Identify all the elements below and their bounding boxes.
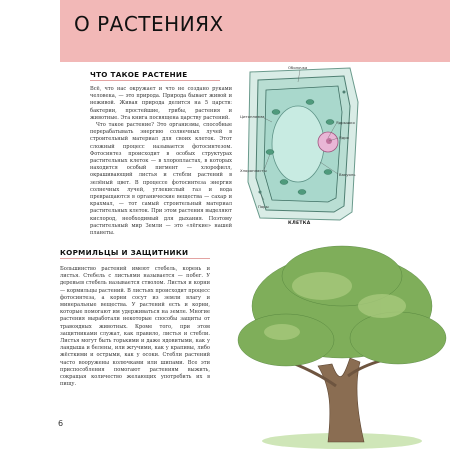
chloroplast-icon [298, 190, 306, 195]
section-title-feeders-defenders: КОРМИЛЬЦЫ И ЗАЩИТНИКИ [60, 248, 189, 257]
section1-paragraph-1: Всё, что нас окружает и что не создано руками человека, — это природа. Природа бывает живой и неживой. Живая природа делится на 5 царств: бактерии, простейшие, грибы, растения и животные. Эта книга посвящена царству растений. [90, 86, 232, 121]
chloroplast-icon [272, 110, 280, 115]
label-vacuole: Вакуоль [339, 172, 356, 177]
chloroplast-icon [280, 180, 288, 185]
label-cytoplasm: Цитоплазма [240, 114, 265, 119]
section1-paragraph-2: Что такое растение? Это организмы, способные перерабатывать энергию солнечных лучей в строительный материал для своих клеток. Этот сложный процесс называется фотосинтезом. Фотосинтез происходит в особых структурах растительных клеток — в хлоропластах, в которых находится особый пигмент — хлорофилл, окрашивающий листья и стебли растений в зелёный цвет. В процессе фотосинтеза энергия солнечных лучей, углекислый газ и вода превращаются в органические вещества — сахар и крахмал, — тот самый строительный материал растительных клеток. При этом растения выделяют кислород, необходимый для дыхания. Поэтому растительный мир Земли — это «лёгкие» нашей планеты. [90, 122, 232, 237]
label-nucleus: Ядро [339, 135, 349, 140]
chloroplast-icon [324, 170, 332, 175]
chloroplast-icon [306, 100, 314, 105]
cell-caption: КЛЕТКА [288, 221, 311, 226]
tree-canopy [238, 246, 446, 366]
chapter-title: О РАСТЕНИЯХ [74, 12, 224, 36]
section-title-what-is-plant: ЧТО ТАКОЕ РАСТЕНИЕ [90, 70, 188, 79]
chloroplast-icon [266, 150, 274, 155]
section2-text [60, 266, 210, 388]
page-number: 6 [58, 419, 64, 428]
section-rule [60, 258, 210, 259]
label-pores: Поры [258, 204, 269, 209]
plant-cell-svg [240, 62, 360, 262]
section2-paragraph-1: Большинство растений имеют стебель, корень и листья. Стебель с листьями называется — побег. У деревьев стебель называется стволом. Листья и корни — кормильцы растений. В листьях происходит процесс фотосинтеза, а корни сосут из земли влагу и минеральные вещества. У растений есть и корни, которые помогают им удерживаться на земле. Многие растения выработали некоторые способы защиты от травоядных животных. Кроме того, при этом защитниками служат, как правило, листья и стебли. Листья могут быть горькими и даже ядовитыми, как у ландыша и белены, или жгучими, как у крапивы, либо жёсткими и острыми, как у осоки. Стебли растений часто вооружены колючками или шипами. Все эти приспособления помогают растениям выжить, сокращая количество желающих употребить их в пищу. [60, 266, 210, 388]
section1-text [90, 86, 232, 237]
section-rule [90, 80, 220, 81]
plant-cell-illustration [240, 62, 360, 262]
vacuole-shape [272, 106, 324, 182]
chloroplast-icon [326, 120, 334, 125]
label-membrane: Оболочка [288, 65, 308, 70]
oak-tree-svg [232, 236, 450, 450]
label-nucleolus: Ядрышко [336, 120, 355, 125]
oak-tree-illustration [232, 236, 450, 450]
label-chloroplasts: Хлоропласты [240, 168, 267, 173]
chapter-banner [60, 0, 450, 62]
pore-icon [343, 91, 346, 94]
